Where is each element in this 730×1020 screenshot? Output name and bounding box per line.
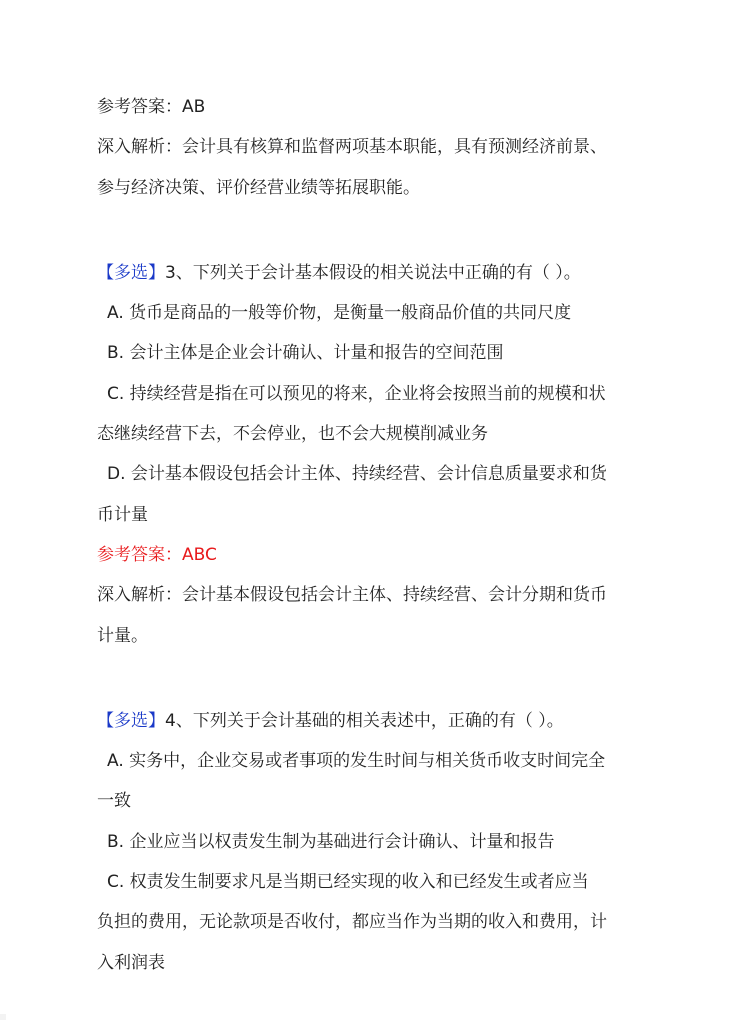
multi-choice-tag: 【多选】	[97, 262, 165, 283]
option-c: C. 持续经营是指在可以预见的将来，企业将会按照当前的规模和状	[107, 383, 606, 404]
option-c: C. 权责发生制要求凡是当期已经实现的收入和已经发生或者应当	[107, 872, 589, 893]
page-corner-mark	[0, 1014, 6, 1020]
option-d: D. 会计基本假设包括会计主体、持续经营、会计信息质量要求和货	[107, 464, 607, 485]
option-b: B. 企业应当以权责发生制为基础进行会计确认、计量和报告	[107, 831, 555, 852]
question-text: 3、下列关于会计基本假设的相关说法中正确的有（ ）。	[165, 262, 581, 283]
analysis-line: 深入解析：会计基本假设包括会计主体、持续经营、会计分期和货币	[97, 585, 607, 606]
answer-line: 参考答案：AB	[97, 97, 206, 117]
option-d-continued: 币计量	[97, 504, 148, 525]
multi-choice-tag: 【多选】	[97, 710, 165, 731]
question-3-title	[97, 258, 642, 298]
option-a-continued: 一致	[97, 791, 131, 812]
question-text: 4、下列关于会计基础的相关表述中，正确的有（ ）。	[165, 710, 564, 731]
document-page	[97, 92, 642, 988]
option-c-continued: 负担的费用，无论款项是否收付，都应当作为当期的收入和费用，计	[97, 912, 607, 933]
analysis-line: 深入解析：会计具有核算和监督两项基本职能，具有预测经济前景、	[97, 137, 607, 158]
option-c-continued: 入利润表	[97, 952, 165, 973]
option-a: A. 货币是商品的一般等价物，是衡量一般商品价值的共同尺度	[107, 303, 572, 324]
analysis-line: 计量。	[97, 625, 148, 646]
option-a: A. 实务中，企业交易或者事项的发生时间与相关货币收支时间完全	[107, 751, 606, 772]
question-4-title	[97, 706, 642, 746]
analysis-line: 参与经济决策、评价经营业绩等拓展职能。	[97, 177, 420, 198]
option-c-continued: 态继续经营下去，不会停业，也不会大规模削减业务	[97, 424, 488, 445]
option-b: B. 会计主体是企业会计确认、计量和报告的空间范围	[107, 343, 504, 364]
answer-line: 参考答案：ABC	[97, 544, 217, 565]
